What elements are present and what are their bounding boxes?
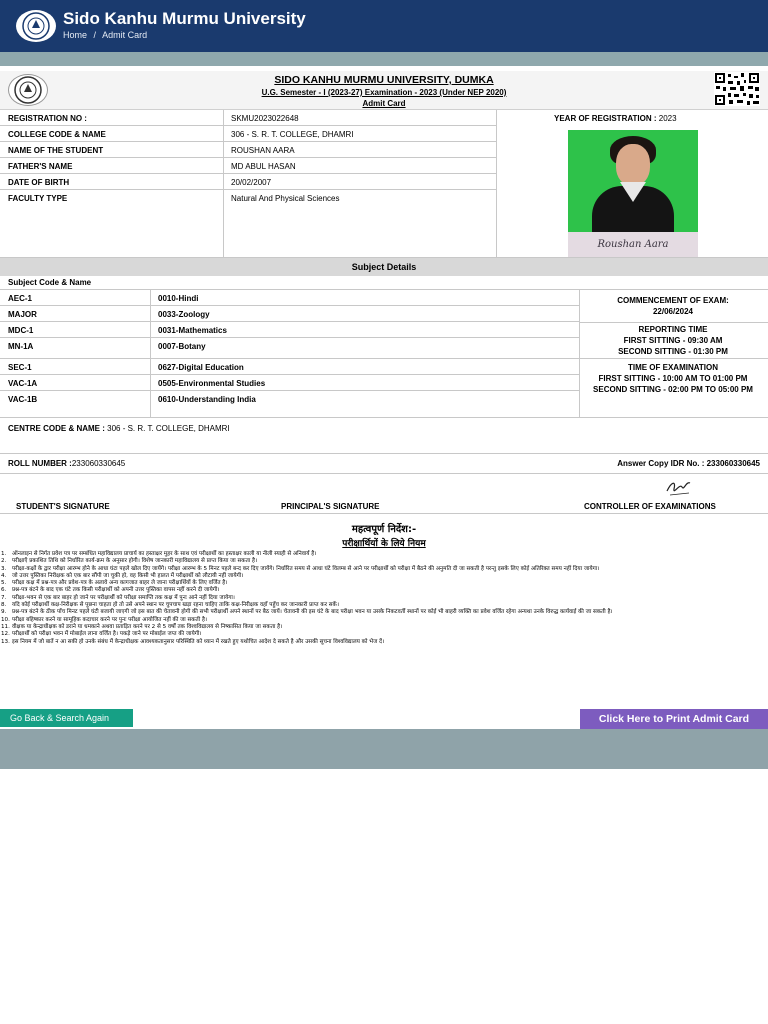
roll-label: ROLL NUMBER :: [8, 459, 72, 468]
subject-name: 0505-Environmental Studies: [158, 379, 266, 388]
breadcrumb: [63, 30, 151, 40]
rule-text: परीक्षाएँ प्रकाशित तिथि को निर्धारित कार्य-क्रम के अनुसार होगी। विशेष जानकारी महाविद्यालय से प्राप्त किया जा सकता है।: [12, 558, 258, 565]
roll-number: [8, 459, 125, 468]
reporting-first: FIRST SITTING - 09:30 AM: [623, 336, 723, 345]
subject-name: 0007-Botany: [158, 342, 206, 351]
rule-item: [0, 609, 768, 616]
commencement-date: 22/06/2024: [652, 307, 694, 316]
breadcrumb-home-link[interactable]: Home: [63, 30, 88, 40]
site-title[interactable]: Sido Kanhu Murmu University: [63, 9, 306, 28]
breadcrumb-separator: /: [93, 30, 97, 40]
subject-type: MN-1A: [8, 342, 34, 351]
rule-item: [0, 587, 768, 594]
rule-text: ऑनलाइन से निर्गत प्रवेश पत्र पर सम्बंधित महाविद्यालय प्राचार्य का हस्ताक्षर मुहर के साथ एवं परीक्षार्थी का हस्ताक्षर काली या नीली स्याही से अनिवार्य है।: [12, 551, 317, 557]
dob-label: DATE OF BIRTH: [8, 178, 70, 187]
rule-number: 10.: [1, 616, 10, 623]
header-divider: [0, 52, 768, 66]
roll-value: 233060330645: [71, 459, 126, 468]
subject-table: [0, 290, 768, 418]
rule-text: यदि कोई परीक्षार्थी कक्ष-निरीक्षक से पूछना चाहता हो तो उसे अपने स्थान पर चुपचाप खड़ा रहना चाहिए ताकि कक्ष-निरीक्षक वहाँ पहुँच कर जानकारी प्राप्त कर सकें।: [12, 602, 339, 609]
year-label: YEAR OF REGISTRATION :: [554, 114, 657, 123]
subject-name: 0010-Hindi: [158, 294, 199, 303]
registration-no-value: SKMU2023022648: [231, 114, 299, 123]
reporting-second: SECOND SITTING - 01:30 PM: [618, 347, 728, 356]
subject-details-heading: Subject Details: [0, 258, 768, 276]
go-back-button[interactable]: Go Back & Search Again: [0, 709, 133, 727]
subject-name: 0627-Digital Education: [158, 363, 244, 372]
commencement-label: COMMENCEMENT OF EXAM:: [617, 296, 729, 305]
admit-card-heading: Admit Card: [362, 99, 406, 108]
rule-number: 3.: [1, 565, 7, 572]
rule-item: [0, 617, 768, 624]
rule-number: 8.: [1, 602, 7, 609]
rule-text: जो उत्तर पुस्तिका निरीक्षक को एक बार सौंपी जा चुकी हो, वह किसी भी हालत में परीक्षार्थी को लौटायी नहीं जायेगी।: [12, 572, 244, 579]
signature-row: [0, 474, 768, 514]
registration-no-label: REGISTRATION NO :: [8, 114, 87, 123]
instructions-title: महत्वपूर्ण निर्देश:-: [351, 524, 417, 535]
exam-time-block: [588, 362, 758, 395]
site-header: [0, 0, 768, 52]
rule-text: परीक्षार्थी को परीक्षा भवन में मोबाईल लाना वर्जित है। पकड़े जाने पर मोबाईल जप्त की जायेगी।: [12, 631, 202, 638]
exam-time-second: SECOND SITTING - 02:00 PM TO 05:00 PM: [593, 385, 753, 394]
rule-number: 11.: [1, 623, 10, 630]
rule-number: 4.: [1, 572, 7, 579]
rules-list: [0, 551, 768, 646]
rule-item: [0, 631, 768, 638]
student-photo: [568, 130, 698, 257]
subject-name: 0610-Understanding India: [158, 395, 256, 404]
page-footer: [0, 729, 768, 769]
rule-number: 12.: [1, 631, 10, 638]
admit-card-header: [0, 71, 768, 110]
college-label: COLLEGE CODE & NAME: [8, 130, 106, 139]
student-name-value: ROUSHAN AARA: [231, 146, 295, 155]
father-name-label: FATHER'S NAME: [8, 162, 73, 171]
dob-value: 20/02/2007: [231, 178, 272, 187]
exam-time-label: TIME OF EXAMINATION: [627, 363, 719, 372]
rule-number: 9.: [1, 609, 7, 616]
subject-type: SEC-1: [8, 363, 32, 372]
rule-number: 7.: [1, 594, 7, 601]
subject-type: VAC-1B: [8, 395, 38, 404]
faculty-label: FACULTY TYPE: [8, 194, 68, 203]
university-name: SIDO KANHU MURMU UNIVERSITY, DUMKA: [274, 74, 494, 86]
subject-type: MAJOR: [8, 310, 37, 319]
subject-type: MDC-1: [8, 326, 34, 335]
instructions-subtitle: परीक्षार्थियों के लिये नियम: [342, 539, 426, 549]
rule-number: 13.: [1, 638, 10, 645]
breadcrumb-current: Admit Card: [102, 30, 148, 40]
exam-time-first: FIRST SITTING - 10:00 AM TO 01:00 PM: [598, 374, 748, 383]
centre-value: 306 - S. R. T. COLLEGE, DHAMRI: [107, 424, 230, 433]
subject-name: 0033-Zoology: [158, 310, 210, 319]
college-value: 306 - S. R. T. COLLEGE, DHAMRI: [231, 130, 354, 139]
university-logo-icon[interactable]: [16, 10, 56, 42]
commencement-block: [583, 295, 763, 317]
rule-item: [0, 595, 768, 602]
photo-signature: Roushan Aara: [568, 232, 698, 257]
reporting-label: REPORTING TIME: [638, 325, 708, 334]
rule-text: प्रश्न-पत्र बंटने के बाद एक घंटे तक किसी परीक्षार्थी को अपनी उत्तर पुस्तिका वापस नहीं करने दी जायेगी।: [12, 587, 220, 594]
rule-text: परीक्षा-भवन से एक बार बाहर हो जाने पर परीक्षार्थी को परीक्षा समाप्ति तक कक्ष में पुनः आने नहीं दिया जायेगा।: [12, 594, 235, 601]
rule-text: परीक्षा-कक्षों के द्वार परीक्षा आरम्भ होने के आधा घंटा पहले खोल दिए जायेंगे। परीक्षा आरम्भ के 5 मिनट पहले बन्द कर दिए जायेंगे। निर्धारित समय से आधा घंटे विलम्ब से आने पर परीक्षार्थी को परीक्षा में बैठने की अनुमति दी जा सकती है परन्तु इसके लिए कोई अतिरिक्त समय नहीं दिया जायेगा।: [12, 565, 600, 572]
qr-code-icon: [714, 72, 760, 106]
answer-copy-idr: Answer Copy IDR No. : 233060330645: [617, 459, 760, 468]
reporting-time-block: [583, 324, 763, 357]
rule-item: [0, 639, 768, 646]
rule-text: प्रश्न-पत्र बंटने के ठीक पाँच मिनट पहले घंटी बजायी जाएगी जो इस बात की चेतावनी होगी की सभी परीक्षार्थी अपने स्थानों पर बैठ जायें। चेतावनी की इस घंटे के बाद परीक्षा भवन या उसके निकटवर्ती स्थानों पर कोई भी बाहरी व्यक्ति का प्रवेश वर्जित रहेगा अन्यथा उनके विरुद्ध कार्यवाई की जा सकती है।: [12, 609, 613, 616]
rule-text: परीक्षा बहिष्कार करने या सामूहिक कदाचार करने पर पुनः परीक्षा आयोजित नहीं की जा सकती है।: [12, 616, 208, 623]
rule-number: 2.: [1, 558, 7, 565]
father-name-value: MD ABUL HASAN: [231, 162, 296, 171]
rule-text: परीक्षा कक्ष में प्रश्न-पत्र और प्रवेश-पत्र के अलावे अन्य कागजात बाहर ले जाना परीक्षार्थियों के लिए वर्जित है।: [12, 580, 228, 587]
controller-signature-label: CONTROLLER OF EXAMINATIONS: [584, 502, 716, 511]
year-of-registration: [554, 114, 677, 123]
student-signature-label: STUDENT'S SIGNATURE: [16, 502, 110, 511]
principal-signature-label: PRINCIPAL'S SIGNATURE: [281, 502, 380, 511]
controller-signature-icon: [664, 477, 694, 499]
subject-code-name-heading: Subject Code & Name: [0, 276, 768, 290]
subject-name: 0031-Mathematics: [158, 326, 227, 335]
rule-text: इस नियम में जो बातें न आ सकी हो उनके संबंध में केन्द्राधीक्षक आवश्यकतानुसार परिस्थिति को ध्यान में रखते हुए यथोचित आदेश दे सकते है और उसकी सूचना विश्वविद्यालय को भेज दें।: [12, 638, 385, 645]
rule-item: [0, 566, 768, 573]
rule-item: [0, 558, 768, 565]
roll-row: [0, 454, 768, 474]
instructions-section: [0, 521, 768, 646]
subject-type: AEC-1: [8, 294, 33, 303]
rule-number: 5.: [1, 580, 7, 587]
faculty-value: Natural And Physical Sciences: [231, 194, 340, 203]
year-value: 2023: [658, 114, 677, 123]
action-buttons: [0, 709, 768, 729]
print-admit-card-button[interactable]: Click Here to Print Admit Card: [580, 709, 768, 729]
rule-text: वीक्षक या केन्द्राधीक्षक को डराने या धमकाने अथवा प्रताड़ित करने पर 2 से 5 वर्षों तक विश्वविद्यालय से निष्कासित किया जा सकता है।: [12, 623, 283, 630]
rule-number: 6.: [1, 587, 7, 594]
centre-row: [0, 418, 768, 454]
centre-label: CENTRE CODE & NAME :: [8, 424, 105, 433]
exam-name: U.G. Semester - I (2023-27) Examination - 2023 (Under NEP 2020): [261, 88, 507, 97]
subject-type: VAC-1A: [8, 379, 38, 388]
student-name-label: NAME OF THE STUDENT: [8, 146, 104, 155]
rule-number: 1.: [1, 551, 7, 557]
